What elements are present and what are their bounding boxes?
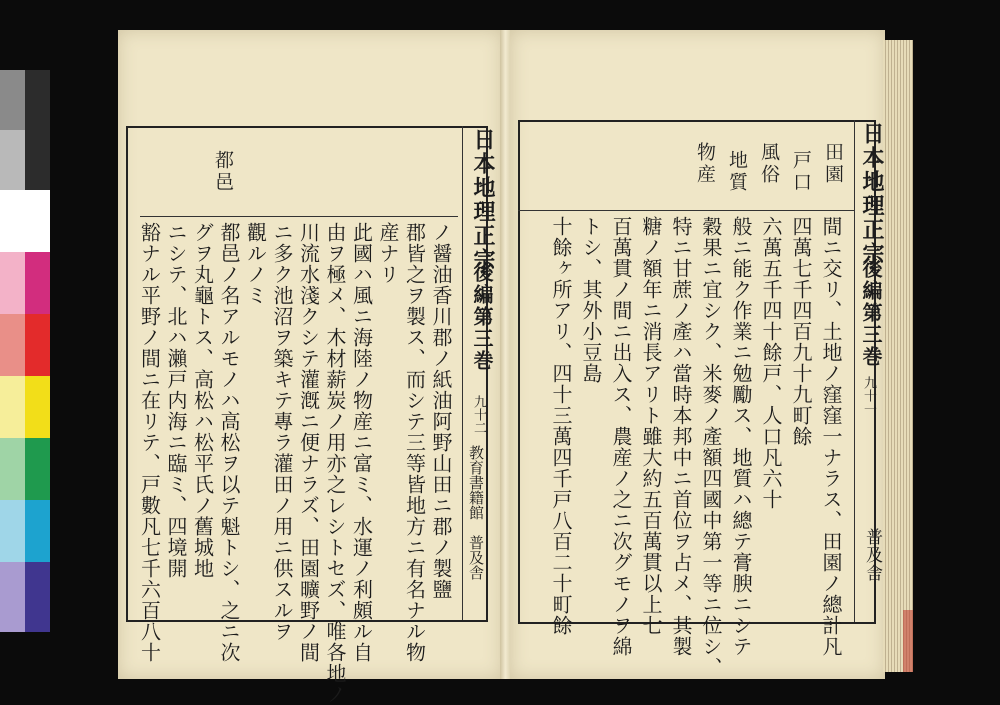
right-text-column: トシ、其外小豆島 <box>579 216 603 384</box>
color-swatch <box>0 190 50 252</box>
color-swatch <box>25 314 50 376</box>
left-text-column: ニ多ク池沼ヲ築キテ專ラ灌田ノ用ニ供スルヲ <box>270 222 294 642</box>
right-text-column: 十餘ヶ所アリ、四十三萬四千戸八百二十町餘 <box>549 216 573 636</box>
left-text-column: 産ナリ <box>376 222 400 285</box>
right-publisher: 普及舎 <box>862 528 882 582</box>
color-swatch <box>25 376 50 438</box>
right-text-column: 糖ノ額年ニ消長アリト雖大約五百萬貫以上七 <box>639 216 663 636</box>
color-swatch <box>25 438 50 500</box>
right-text-column: 特ニ甘蔗ノ產ハ當時本邦中ニ首位ヲ占メ、其製 <box>669 216 693 657</box>
right-text-column: 百萬貫ノ間ニ出入ス、農産ノ之ニ次グモノヲ綿 <box>609 216 633 657</box>
left-text-column: 由ヲ極メ、木材薪炭ノ用亦之レシトセズ、唯各地ノ <box>323 222 347 705</box>
left-header-rule <box>140 216 458 217</box>
left-volume: 後編第三巻 <box>470 262 494 372</box>
right-page-number: 九十一 <box>861 376 876 415</box>
section-label-toyu: 都邑 <box>212 150 234 194</box>
color-swatch <box>25 562 50 632</box>
left-margin-rule <box>462 126 463 620</box>
color-swatch <box>25 500 50 562</box>
right-margin-rule <box>854 120 855 622</box>
left-text-column: 川流水淺クシテ灌漑ニ便ナラズ、田園曠野ノ間 <box>296 222 321 663</box>
left-text-column: ニシテ、北ハ瀨戸内海ニ臨ミ、四境開 <box>164 222 188 579</box>
left-text-column: グヲ丸龜トス、高松ハ松平氏ノ舊城地 <box>190 222 215 579</box>
left-text-column: 郡皆之ヲ製ス、而シテ三等皆地方ニ有名ナル物 <box>402 222 427 663</box>
right-text-column: 穀果ニ宜シク、米麥ノ產額四國中第一等ニ位シ、 <box>699 216 723 678</box>
index-label: 物産 <box>694 142 716 186</box>
index-label: 風俗 <box>758 142 780 186</box>
right-header-rule <box>518 210 854 211</box>
left-page-number: 九十二 <box>471 395 486 434</box>
index-label: 田園 <box>822 142 844 186</box>
color-calibration-bar <box>0 70 50 632</box>
color-swatch <box>25 130 50 190</box>
color-swatch <box>0 70 25 130</box>
left-text-column: 都邑ノ名アルモノハ高松ヲ以テ魁トシ、之ニ次 <box>217 222 241 663</box>
right-text-column: 般ニ能ク作業ニ勉勵ス、地質ハ總テ膏腴ニシテ <box>729 216 753 657</box>
color-swatch <box>0 314 25 376</box>
color-swatch <box>25 252 50 314</box>
index-label: 戸口 <box>790 150 812 194</box>
color-swatch <box>0 500 25 562</box>
left-text-column: 觀ルノミ <box>243 222 268 306</box>
index-label: 地質 <box>726 150 748 194</box>
right-text-column: 六萬五千四十餘戸、人口凡六十 <box>759 216 783 510</box>
color-swatch <box>0 130 25 190</box>
color-swatch <box>0 252 25 314</box>
left-text-column: ノ醤油香川郡ノ紙油阿野山田ニ郡ノ製鹽 <box>429 222 453 600</box>
left-publisher: 教育書籍館 普及舎 <box>467 445 485 580</box>
page-edge-stain <box>903 610 913 672</box>
color-swatch <box>25 70 50 130</box>
right-volume: 後編第三巻 <box>859 258 883 368</box>
left-running-title: 日本地理正宗 <box>470 128 496 272</box>
color-swatch <box>0 562 25 632</box>
color-swatch <box>0 438 25 500</box>
left-text-column: 豁ナル平野ノ間ニ在リテ、戸數凡七千六百八十 <box>137 222 162 663</box>
right-text-column: 間ニ交リ、土地ノ窪窪一ナラス、田園ノ總計凡 <box>819 216 843 657</box>
right-text-column: 四萬七千四百九十九町餘 <box>789 216 813 447</box>
right-running-title: 日本地理正宗 <box>859 122 885 266</box>
left-text-column: 此國ハ風ニ海陸ノ物産ニ富ミ、水運ノ利頗ル自 <box>349 222 374 663</box>
color-swatch <box>0 376 25 438</box>
